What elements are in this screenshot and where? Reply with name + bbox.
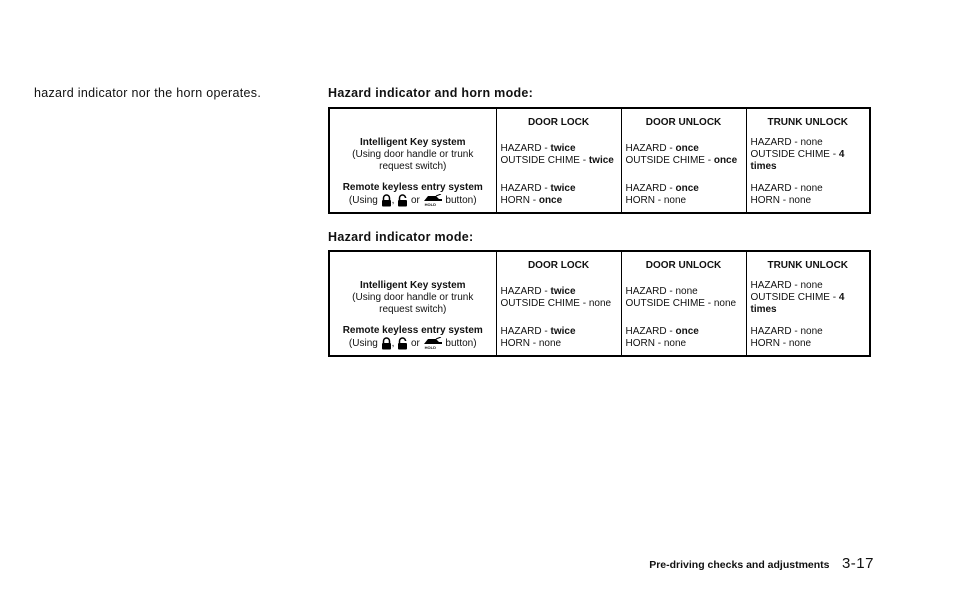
cell-trunk-unlock: HAZARD - none HORN - none xyxy=(746,177,870,213)
col-door-lock: DOOR LOCK xyxy=(496,251,621,276)
continued-text: hazard indicator nor the horn operates. xyxy=(34,86,262,100)
table-row xyxy=(329,133,870,177)
table-row xyxy=(329,320,870,356)
cell-door-lock: HAZARD - twice HORN - once xyxy=(496,177,621,213)
cell-trunk-unlock: HAZARD - none HORN - none xyxy=(746,320,870,356)
row-label-remote-keyless: Remote keyless entry system (Using , or HOLD button) xyxy=(342,181,483,207)
page-footer xyxy=(649,555,874,573)
cell-trunk-unlock: HAZARD - none OUTSIDE CHIME - 4 times xyxy=(746,276,870,320)
col-door-unlock: DOOR UNLOCK xyxy=(621,108,746,133)
table-header-row xyxy=(329,108,870,133)
col-door-unlock: DOOR UNLOCK xyxy=(621,251,746,276)
cell-door-unlock: HAZARD - none OUTSIDE CHIME - none xyxy=(621,276,746,320)
table-hazard-horn-mode xyxy=(328,107,871,214)
cell-door-lock: HAZARD - twice HORN - none xyxy=(496,320,621,356)
heading-hazard-horn-mode: Hazard indicator and horn mode: xyxy=(328,86,534,100)
lock-icon xyxy=(381,337,392,350)
footer-section-title: Pre-driving checks and adjustments xyxy=(649,559,830,571)
row-label-remote-keyless: Remote keyless entry system (Using , or HOLD button) xyxy=(342,324,483,350)
heading-hazard-indicator-mode: Hazard indicator mode: xyxy=(328,230,474,244)
unlock-icon xyxy=(397,337,408,350)
cell-trunk-unlock: HAZARD - none OUTSIDE CHIME - 4 times xyxy=(746,133,870,177)
table-header-row xyxy=(329,251,870,276)
trunk-hold-icon: HOLD xyxy=(423,194,443,207)
cell-door-lock: HAZARD - twice OUTSIDE CHIME - none xyxy=(496,276,621,320)
cell-door-unlock: HAZARD - once OUTSIDE CHIME - once xyxy=(621,133,746,177)
table-row xyxy=(329,177,870,213)
corner-cell xyxy=(329,108,496,133)
col-door-lock: DOOR LOCK xyxy=(496,108,621,133)
page-number: 3-17 xyxy=(841,555,874,572)
cell-door-unlock: HAZARD - once HORN - none xyxy=(621,177,746,213)
trunk-hold-icon: HOLD xyxy=(423,337,443,350)
unlock-icon xyxy=(397,194,408,207)
lock-icon xyxy=(381,194,392,207)
row-label-intelligent-key: Intelligent Key system (Using door handle or trunk request switch) xyxy=(352,137,474,172)
cell-door-lock: HAZARD - twice OUTSIDE CHIME - twice xyxy=(496,133,621,177)
table-hazard-indicator-mode xyxy=(328,250,871,357)
row-label-intelligent-key: Intelligent Key system (Using door handle or trunk request switch) xyxy=(352,280,474,315)
cell-door-unlock: HAZARD - once HORN - none xyxy=(621,320,746,356)
col-trunk-unlock: TRUNK UNLOCK xyxy=(746,108,870,133)
col-trunk-unlock: TRUNK UNLOCK xyxy=(746,251,870,276)
table-row xyxy=(329,276,870,320)
corner-cell xyxy=(329,251,496,276)
